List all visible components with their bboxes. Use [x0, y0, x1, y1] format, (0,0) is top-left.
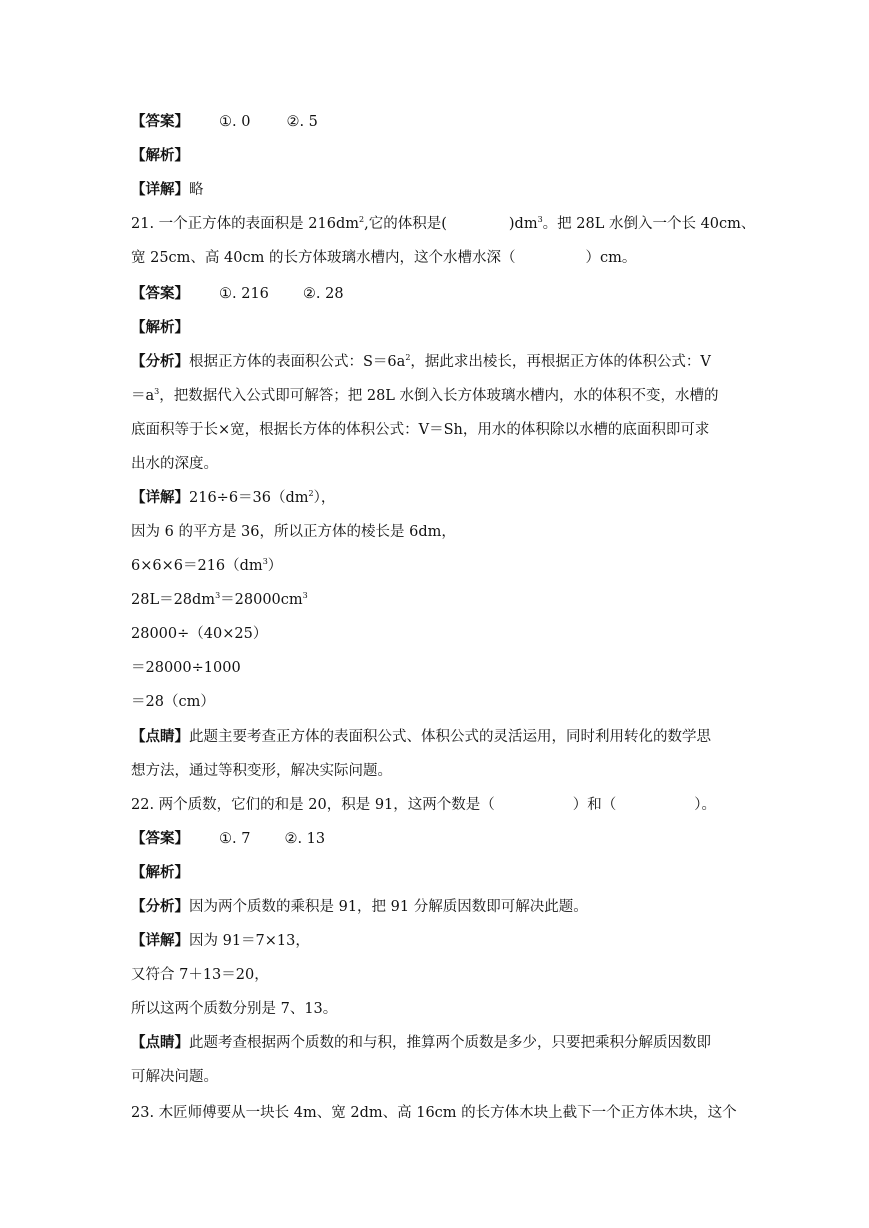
superscript: 2 [359, 215, 365, 224]
q22-answer-line [131, 829, 325, 849]
q21-fenxi-line-4: 出水的深度。 [131, 456, 218, 472]
answer-2: ②. 13 [284, 831, 326, 847]
dianjing-tag: 【点睛】 [131, 1034, 189, 1051]
q21-fenxi-line-1 [131, 352, 711, 372]
q22-dianjing-line-1 [131, 1033, 711, 1053]
q22-fenxi-line [131, 897, 588, 917]
q20-detail-line [131, 180, 204, 200]
dianjing-tag: 【点睛】 [131, 728, 189, 745]
superscript: 3 [302, 591, 308, 600]
q21-stem-part: 宽 25cm、高 40cm 的长方体玻璃水槽内，这个水槽水深（ [131, 250, 516, 266]
fenxi-text: 因为两个质数的乘积是 91，把 91 分解质因数即可解决此题。 [189, 899, 588, 915]
q21-detail-line-1 [131, 488, 335, 508]
q21-stem-line-1 [131, 214, 755, 234]
q21-stem-part: 。把 28L 水倒入一个长 40cm、 [542, 216, 756, 232]
fenxi-text: ，把数据代入公式即可解答；把 28L 水倒入长方体玻璃水槽内，水的体积不变，水槽的 [159, 388, 719, 404]
fenxi-text: ＝a [131, 388, 155, 404]
answer-1: ①. 0 [219, 114, 251, 130]
answer-tag: 【答案】 [131, 113, 189, 130]
answer-tag: 【答案】 [131, 830, 189, 847]
q20-answer-line [131, 112, 318, 132]
answer-2: ②. 28 [302, 286, 344, 302]
answer-tag: 【答案】 [131, 285, 189, 302]
detail-tag: 【详解】 [131, 932, 189, 949]
dianjing-text: 此题考查根据两个质数的和与积，推算两个质数是多少，只要把乘积分解质因数即 [189, 1035, 711, 1051]
detail-text: 略 [189, 182, 204, 198]
detail-text: 因为 91＝7×13， [189, 933, 310, 949]
q21-analysis-tag: 【解析】 [131, 319, 189, 336]
superscript: 3 [537, 215, 543, 224]
q21-stem-part: 21. 一个正方体的表面积是 216dm [131, 216, 359, 232]
detail-text: 28L＝28dm [131, 592, 216, 608]
q20-analysis-tag: 【解析】 [131, 147, 189, 164]
q21-fenxi-line-2 [131, 386, 719, 406]
answer-1: ①. 216 [219, 286, 269, 302]
q21-detail-line-5: 28000÷（40×25） [131, 626, 268, 642]
superscript: 2 [405, 353, 411, 362]
q22-stem-part: 22. 两个质数，它们的和是 20，积是 91，这两个数是（ [131, 797, 495, 813]
q21-detail-line-3 [131, 556, 282, 576]
detail-text: 6×6×6＝216（dm [131, 558, 263, 574]
q21-stem-part: )dm [508, 216, 538, 232]
q21-detail-line-4 [131, 590, 308, 610]
q22-detail-line-2: 又符合 7＋13＝20， [131, 967, 269, 983]
fenxi-tag: 【分析】 [131, 898, 189, 915]
q21-dianjing-line-2: 想方法，通过等积变形，解决实际问题。 [131, 763, 392, 779]
detail-text: 216÷6＝36（dm [189, 490, 309, 506]
q22-detail-line-3: 所以这两个质数分别是 7、13。 [131, 1001, 338, 1017]
fenxi-tag: 【分析】 [131, 353, 189, 370]
q21-stem-part: ）cm。 [585, 250, 637, 266]
detail-text: ）， [313, 490, 336, 506]
q23-stem-line: 23. 木匠师傅要从一块长 4m、宽 2dm、高 16cm 的长方体木块上截下一个正方体木块，这个 [131, 1105, 737, 1121]
fenxi-text: 根据正方体的表面积公式：S＝6a [189, 354, 406, 370]
q22-detail-line-1 [131, 931, 310, 951]
q22-stem-part: ）。 [694, 797, 717, 813]
superscript: 2 [308, 489, 314, 498]
q21-answer-line [131, 284, 344, 304]
fenxi-text: ，据此求出棱长，再根据正方体的体积公式：V [410, 354, 711, 370]
detail-tag: 【详解】 [131, 489, 189, 506]
q22-analysis-tag: 【解析】 [131, 864, 189, 881]
answer-2: ②. 5 [286, 114, 318, 130]
superscript: 3 [215, 591, 221, 600]
detail-text: ） [267, 558, 283, 574]
detail-tag: 【详解】 [131, 181, 189, 198]
superscript: 3 [262, 557, 268, 566]
answer-1: ①. 7 [219, 831, 251, 847]
q21-dianjing-line-1 [131, 727, 711, 747]
detail-text: ＝28000cm [220, 592, 303, 608]
q22-stem-line [131, 795, 716, 815]
q22-dianjing-line-2: 可解决问题。 [131, 1069, 218, 1085]
q21-stem-line-2 [131, 248, 636, 268]
q22-stem-part: ）和（ [572, 797, 617, 813]
q21-detail-line-7: ＝28（cm） [131, 694, 215, 710]
superscript: 3 [154, 387, 160, 396]
q21-stem-part: ,它的体积是( [364, 216, 447, 232]
q21-fenxi-line-3: 底面积等于长×宽，根据长方体的体积公式：V＝Sh，用水的体积除以水槽的底面积即可求 [131, 422, 710, 438]
q21-detail-line-2: 因为 6 的平方是 36，所以正方体的棱长是 6dm， [131, 524, 456, 540]
dianjing-text: 此题主要考查正方体的表面积公式、体积公式的灵活运用，同时利用转化的数学思 [189, 729, 711, 745]
q21-detail-line-6: ＝28000÷1000 [131, 660, 241, 676]
